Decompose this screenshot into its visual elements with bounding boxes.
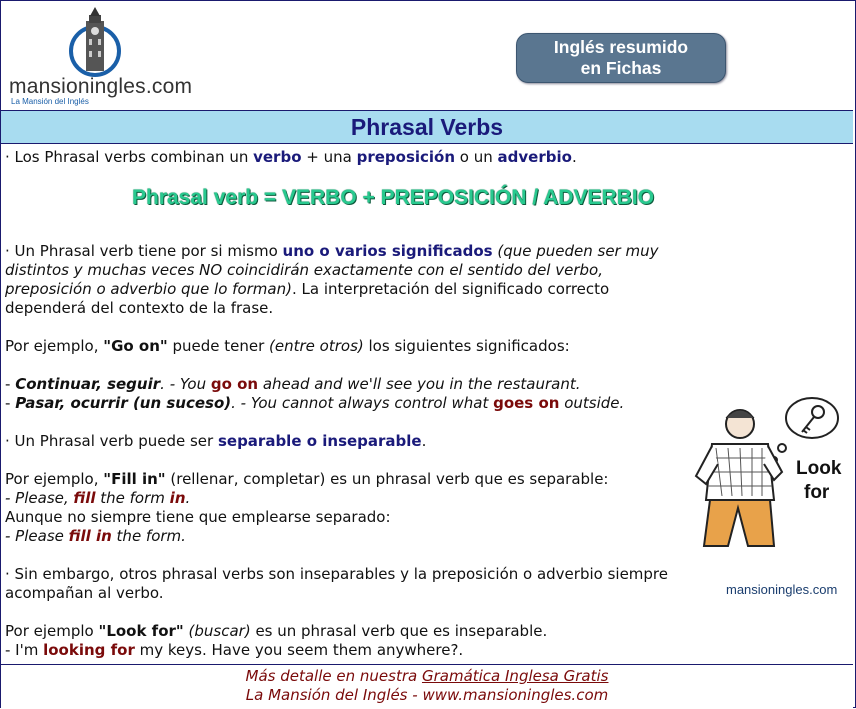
fichas-line1: Inglés resumido	[553, 37, 689, 57]
fill-in-example-1: - Please, fill the form in.	[5, 489, 191, 507]
fill-in-example-2: - Please fill in the form.	[5, 527, 186, 545]
look-for-paragraph: Por ejemplo "Look for" (buscar) es un phrasal verb que es inseparable.	[5, 622, 548, 640]
go-on-paragraph: Por ejemplo, "Go on" puede tener (entre otros) los siguientes significados:	[5, 337, 570, 355]
inseparable-paragraph: · Sin embargo, otros phrasal verbs son inseparables y la preposición o adverbio siempre acompañan al verbo.	[5, 565, 668, 602]
fill-in-note: Aunque no siempre tiene que emplearse separado:	[5, 508, 391, 526]
logo-subtitle: La Mansión del Inglés	[11, 97, 89, 106]
fichas-line2: en Fichas	[580, 58, 662, 78]
illustration-label-1: Look	[796, 458, 842, 479]
illustration-label-2: for	[804, 482, 830, 503]
footer	[1, 664, 853, 709]
intro-paragraph: · Los Phrasal verbs combinan un verbo + una preposición o un adverbio.	[5, 148, 577, 166]
fill-in-paragraph: Por ejemplo, "Fill in" (rellenar, completar) es un phrasal verb que es separable:	[5, 470, 609, 488]
main-content	[5, 148, 685, 660]
separable-paragraph: · Un Phrasal verb puede ser separable o inseparable.	[5, 432, 427, 450]
formula-heading: Phrasal verb = VERBO + PREPOSICIÓN / ADVERBIO	[132, 186, 655, 209]
logo-text[interactable]: mansioningles.com	[9, 75, 193, 98]
meaning-paragraph: · Un Phrasal verb tiene por si mismo uno o varios significados (que pueden ser muy distintos y muchas veces NO coincidirán exactamente con el sentido del verbo, preposición o adverbio que lo forman). La interpretación del significado correcto dependerá del contexto de la frase.	[5, 242, 659, 317]
grammar-link[interactable]: Gramática Inglesa Gratis	[421, 667, 609, 685]
look-for-example: - I'm looking for my keys. Have you seem them anywhere?.	[5, 641, 464, 659]
page-title: Phrasal Verbs	[1, 110, 853, 144]
tower-logo-icon	[69, 7, 121, 79]
go-on-example-1: - Continuar, seguir. - You go on ahead and we'll see you in the restaurant.	[5, 375, 581, 393]
man-searching-keys-illustration	[682, 388, 850, 548]
go-on-example-2: - Pasar, ocurrir (un suceso). - You cannot always control what goes on outside.	[5, 394, 625, 412]
fichas-button[interactable]	[516, 33, 726, 83]
footer-line1: Más detalle en nuestra Gramática Inglesa Gratis	[245, 667, 609, 685]
brand-watermark: mansioningles.com	[726, 582, 838, 597]
footer-line2: La Mansión del Inglés - www.mansioningles.com	[245, 686, 609, 704]
header	[1, 1, 853, 109]
